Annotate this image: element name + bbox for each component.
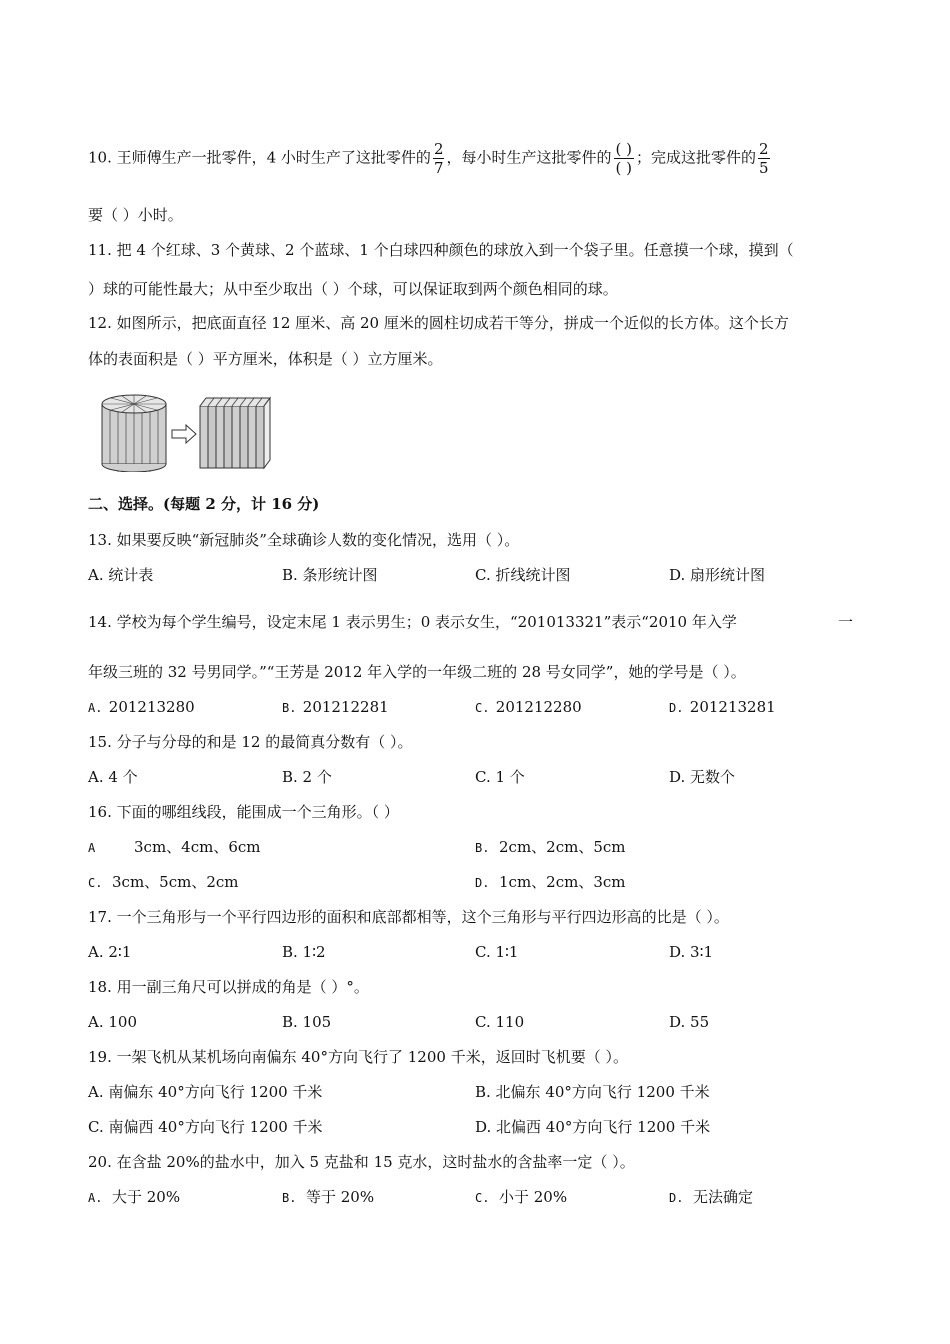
q19-option-c[interactable]: C. 南偏西 40°方向飞行 1200 千米 (88, 1118, 323, 1136)
q15-stem: 15. 分子与分母的和是 12 的最简真分数有（ ）。 (88, 733, 413, 751)
q10-line2: 要（ ）小时。 (88, 206, 183, 224)
q14-option-b[interactable]: B. 201212281 (282, 698, 389, 716)
q15-option-b[interactable]: B. 2 个 (282, 768, 332, 786)
q12-line2: 体的表面积是（ ）平方厘米，体积是（ ）立方厘米。 (88, 350, 443, 368)
q20-option-c[interactable]: C. 小于 20% (475, 1188, 568, 1206)
section-heading: 二、选择。(每题 2 分，计 16 分) (88, 495, 320, 513)
cylinder-to-cuboid-figure (100, 392, 290, 472)
q19-option-a[interactable]: A. 南偏东 40°方向飞行 1200 千米 (88, 1083, 323, 1101)
q17-option-c[interactable]: C. 1∶1 (475, 943, 519, 961)
q10-fraction-2-5: $\frac{2}{5}$ (759, 140, 769, 177)
q19-option-d[interactable]: D. 北偏西 40°方向飞行 1200 千米 (475, 1118, 711, 1136)
q14-line1-tail: 一 (838, 613, 854, 631)
q18-option-d[interactable]: D. 55 (669, 1013, 710, 1031)
q20-option-a[interactable]: A. 大于 20% (88, 1188, 181, 1206)
q16-option-c[interactable]: C. 3cm、5cm、2cm (88, 873, 239, 891)
q18-option-c[interactable]: C. 110 (475, 1013, 525, 1031)
q20-stem: 20. 在含盐 20%的盐水中，加入 5 克盐和 15 克水，这时盐水的含盐率一定（ ）。 (88, 1153, 635, 1171)
q14-option-d[interactable]: D. 201213281 (669, 698, 776, 716)
q10-line1 (88, 140, 772, 177)
q16-stem: 16. 下面的哪组线段，能围成一个三角形。（ ） (88, 803, 399, 821)
cuboid-shape (200, 398, 270, 468)
q11-line2: ）球的可能性最大；从中至少取出（ ）个球，可以保证取到两个颜色相同的球。 (88, 280, 618, 298)
q18-option-a[interactable]: A. 100 (88, 1013, 137, 1031)
q10-mid2: ；完成这批零件的 (635, 148, 756, 167)
q18-stem: 18. 用一副三角尺可以拼成的角是（ ）°。 (88, 978, 369, 996)
q17-option-a[interactable]: A. 2∶1 (88, 943, 132, 961)
q15-option-c[interactable]: C. 1 个 (475, 768, 525, 786)
q13-option-a[interactable]: A. 统计表 (88, 566, 154, 584)
q11-line1: 11. 把 4 个红球、3 个黄球、2 个蓝球、1 个白球四种颜色的球放入到一个袋子里。任意摸一个球，摸到（ (88, 241, 794, 259)
q12-line1: 12. 如图所示，把底面直径 12 厘米、高 20 厘米的圆柱切成若干等分，拼成一个近似的长方体。这个长方 (88, 314, 789, 332)
q13-option-d[interactable]: D. 扇形统计图 (669, 566, 766, 584)
q10-answer-fraction: $\frac{( )}{( )}$ (615, 140, 632, 177)
q17-option-b[interactable]: B. 1∶2 (282, 943, 326, 961)
q10-fraction-2-7: $\frac{2}{7}$ (433, 140, 444, 177)
q13-option-b[interactable]: B. 条形统计图 (282, 566, 378, 584)
q15-option-d[interactable]: D. 无数个 (669, 768, 736, 786)
q19-stem: 19. 一架飞机从某机场向南偏东 40°方向飞行了 1200 千米，返回时飞机要（ ）。 (88, 1048, 628, 1066)
q14-line1: 14. 学校为每个学生编号，设定末尾 1 表示男生；0 表示女生，“201013321”表示“2010 年入学 (88, 613, 737, 631)
q18-option-b[interactable]: B. 105 (282, 1013, 332, 1031)
q10-mid: ，每小时生产这批零件的 (446, 148, 612, 167)
q13-stem: 13. 如果要反映“新冠肺炎”全球确诊人数的变化情况，选用（ ）。 (88, 531, 520, 549)
q16-option-d[interactable]: D. 1cm、2cm、3cm (475, 873, 626, 891)
q17-stem: 17. 一个三角形与一个平行四边形的面积和底部都相等，这个三角形与平行四边形高的比是（ ）。 (88, 908, 729, 926)
q17-option-d[interactable]: D. 3∶1 (669, 943, 714, 961)
q14-option-c[interactable]: C. 201212280 (475, 698, 582, 716)
q14-line2: 年级三班的 32 号男同学。”“王芳是 2012 年入学的一年级二班的 28 号女同学”，她的学号是（ ）。 (88, 663, 746, 681)
q16-option-b[interactable]: B. 2cm、2cm、5cm (475, 838, 626, 856)
q15-option-a[interactable]: A. 4 个 (88, 768, 138, 786)
q10-prefix: 10. 王师傅生产一批零件，4 小时生产了这批零件的 (88, 148, 431, 167)
cylinder-shape (102, 395, 166, 472)
q19-option-b[interactable]: B. 北偏东 40°方向飞行 1200 千米 (475, 1083, 710, 1101)
q13-option-c[interactable]: C. 折线统计图 (475, 566, 571, 584)
q20-option-b[interactable]: B. 等于 20% (282, 1188, 375, 1206)
q20-option-d[interactable]: D. 无法确定 (669, 1188, 754, 1206)
q14-option-a[interactable]: A. 201213280 (88, 698, 195, 716)
arrow-right-icon (172, 425, 196, 443)
q16-option-a[interactable]: A 3cm、4cm、6cm (88, 838, 261, 856)
